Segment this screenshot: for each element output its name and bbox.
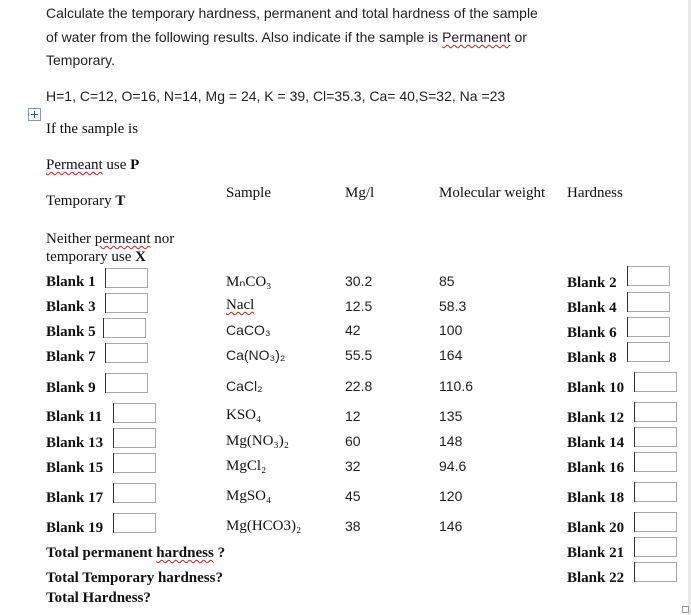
mgl-value: 60 bbox=[345, 433, 361, 449]
atomic-weights: H=1, C=12, O=16, N=14, Mg = 24, K = 39, Cl=35.3, Ca= 40,S=32, Na =23 bbox=[46, 88, 506, 104]
mgl-value: 32 bbox=[345, 458, 361, 474]
sample-name: MₙCO₃ bbox=[226, 274, 272, 290]
blank-label-8: Blank 8 bbox=[567, 350, 617, 366]
blank-input-10[interactable] bbox=[634, 372, 677, 392]
blank-label-22: Blank 22 bbox=[567, 570, 625, 586]
instruction-permanent: Permeant use P bbox=[46, 157, 140, 173]
blank-label-21: Blank 21 bbox=[567, 545, 625, 561]
blank-input-3[interactable] bbox=[105, 293, 148, 313]
blank-label-11: Blank 11 bbox=[46, 409, 103, 425]
blank-input-2[interactable] bbox=[627, 266, 670, 286]
blank-label-2: Blank 2 bbox=[567, 275, 617, 291]
question-line-3: Temporary. bbox=[46, 52, 115, 68]
header-mgl: Mg/l bbox=[345, 185, 375, 201]
blank-input-12[interactable] bbox=[634, 402, 677, 422]
instruction-if-sample: If the sample is bbox=[46, 121, 139, 137]
blank-input-15[interactable] bbox=[113, 453, 156, 473]
blank-label-1: Blank 1 bbox=[46, 274, 96, 290]
mgl-value: 12.5 bbox=[345, 298, 373, 314]
blank-input-8[interactable] bbox=[627, 342, 670, 362]
sample-name: Mg(NO₃)₂ bbox=[226, 433, 289, 449]
mw-value: 164 bbox=[439, 347, 463, 363]
question-line-2: of water from the following results. Also indicate if the sample is Permanent or bbox=[46, 29, 527, 45]
mgl-value: 30.2 bbox=[345, 273, 373, 289]
mw-value: 85 bbox=[439, 273, 455, 289]
blank-label-3: Blank 3 bbox=[46, 299, 96, 315]
sample-name: CaCl₂ bbox=[226, 378, 263, 394]
blank-input-17[interactable] bbox=[113, 483, 156, 503]
header-molecular-weight: Molecular weight bbox=[439, 185, 546, 201]
sample-name: KSO₄ bbox=[226, 407, 262, 423]
blank-input-19[interactable] bbox=[113, 513, 156, 533]
mw-value: 100 bbox=[439, 322, 463, 338]
blank-input-20[interactable] bbox=[634, 512, 677, 532]
blank-input-5[interactable] bbox=[103, 318, 146, 338]
mgl-value: 12 bbox=[345, 408, 361, 424]
mgl-value: 45 bbox=[345, 488, 361, 504]
mw-value: 58.3 bbox=[439, 298, 467, 314]
question-line-1: Calculate the temporary hardness, permanent and total hardness of the sample bbox=[46, 5, 538, 21]
sample-name: Mg(HCO3)₂ bbox=[226, 518, 302, 534]
mgl-value: 55.5 bbox=[345, 347, 373, 363]
blank-input-13[interactable] bbox=[113, 428, 156, 448]
blank-label-13: Blank 13 bbox=[46, 435, 104, 451]
resize-handle-icon[interactable] bbox=[682, 606, 689, 613]
blank-label-17: Blank 17 bbox=[46, 490, 104, 506]
blank-input-1[interactable] bbox=[105, 268, 148, 288]
mw-value: 110.6 bbox=[439, 378, 473, 394]
sample-name: MgCl₂ bbox=[226, 458, 267, 474]
blank-label-10: Blank 10 bbox=[567, 380, 625, 396]
blank-input-7[interactable] bbox=[105, 343, 148, 363]
blank-input-22[interactable] bbox=[634, 562, 677, 582]
mw-value: 120 bbox=[439, 488, 463, 504]
blank-input-21[interactable] bbox=[634, 537, 677, 557]
blank-label-15: Blank 15 bbox=[46, 460, 104, 476]
blank-label-18: Blank 18 bbox=[567, 490, 625, 506]
mgl-value: 38 bbox=[345, 518, 361, 534]
blank-label-19: Blank 19 bbox=[46, 520, 104, 536]
blank-label-9: Blank 9 bbox=[46, 380, 96, 396]
blank-label-16: Blank 16 bbox=[567, 460, 625, 476]
total-hardness: Total Hardness? bbox=[46, 590, 151, 606]
total-permanent-hardness: Total permanent hardness ? bbox=[46, 545, 226, 561]
instruction-neither-line1: Neither permeant nor bbox=[46, 231, 175, 247]
mgl-value: 42 bbox=[345, 322, 361, 338]
blank-input-6[interactable] bbox=[627, 317, 670, 337]
instruction-neither-line2: temporary use X bbox=[46, 249, 146, 265]
blank-label-7: Blank 7 bbox=[46, 349, 96, 365]
blank-input-9[interactable] bbox=[105, 373, 148, 393]
instruction-temporary: Temporary T bbox=[46, 193, 126, 209]
table-move-handle-icon[interactable] bbox=[28, 108, 41, 121]
blank-input-18[interactable] bbox=[634, 482, 677, 502]
blank-input-11[interactable] bbox=[113, 403, 156, 423]
mw-value: 94.6 bbox=[439, 458, 467, 474]
mw-value: 148 bbox=[439, 433, 463, 449]
blank-label-5: Blank 5 bbox=[46, 324, 96, 340]
mw-value: 146 bbox=[439, 518, 463, 534]
blank-label-14: Blank 14 bbox=[567, 435, 625, 451]
blank-input-14[interactable] bbox=[634, 427, 677, 447]
sample-name: Nacl bbox=[226, 297, 255, 313]
sample-name: Ca(NO₃)₂ bbox=[226, 347, 286, 363]
sample-name: MgSO₄ bbox=[226, 488, 272, 504]
mgl-value: 22.8 bbox=[345, 378, 373, 394]
header-hardness: Hardness bbox=[567, 185, 623, 201]
total-temporary-hardness: Total Temporary hardness? bbox=[46, 570, 223, 586]
blank-input-16[interactable] bbox=[634, 452, 677, 472]
blank-label-20: Blank 20 bbox=[567, 520, 625, 536]
blank-label-6: Blank 6 bbox=[567, 325, 617, 341]
header-sample: Sample bbox=[226, 185, 271, 201]
blank-label-12: Blank 12 bbox=[567, 410, 625, 426]
blank-label-4: Blank 4 bbox=[567, 300, 617, 316]
mw-value: 135 bbox=[439, 408, 463, 424]
sample-name: CaCO₃ bbox=[226, 322, 271, 338]
blank-input-4[interactable] bbox=[627, 292, 670, 312]
